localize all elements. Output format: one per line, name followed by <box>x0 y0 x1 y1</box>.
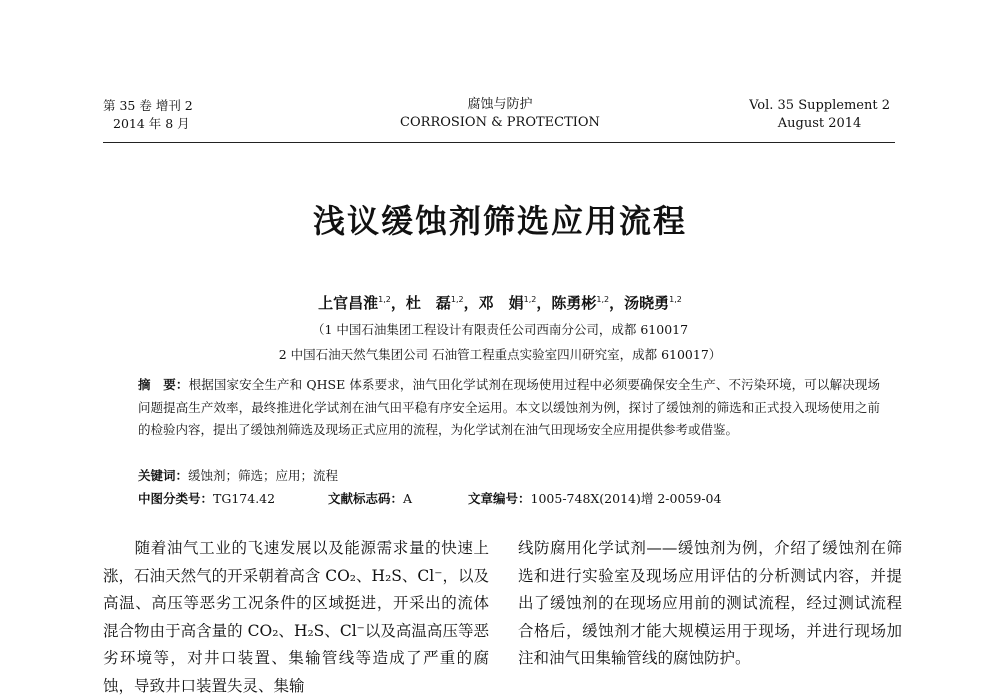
author-name: 邓 娟 <box>478 294 524 312</box>
header-right <box>749 97 890 133</box>
affiliation-2: 2 中国石油天然气集团公司 石油管工程重点实验室四川研究室，成都 610017） <box>278 347 722 362</box>
paper-title: 浅议缓蚀剂筛选应用流程 <box>312 202 687 240</box>
keywords <box>138 466 338 484</box>
author-name: 陈勇彬 <box>551 294 597 312</box>
body-column-left <box>103 535 489 700</box>
header-rule <box>103 142 895 143</box>
author-affil-sup: 1,2 <box>450 295 464 304</box>
author-affil-sup: 1,2 <box>669 295 682 304</box>
abstract-label: 摘 要： <box>138 377 189 392</box>
body-left-text: 随着油气工业的飞速发展以及能源需求量的快速上涨，石油天然气的开采朝着高含 CO₂、H₂S、Cl⁻，以及高温、高压等恶劣工况条件的区域挺进，开采出的流体混合物由于高含量的 CO₂、H₂S、Cl⁻以及高温高压等恶劣环境等，对井口装置、集输管线等造成了严重的腐蚀，导致井口装置失灵、集输 <box>103 539 489 695</box>
author-name: 上官昌淮 <box>318 294 379 312</box>
article-no-label: 文章编号： <box>468 491 531 506</box>
doc-code-label: 文献标志码： <box>328 491 404 506</box>
keywords-label: 关键词： <box>138 468 189 483</box>
date-cn: 2014 年 8 月 <box>113 116 190 131</box>
abstract <box>138 374 880 442</box>
clc-label: 中图分类号： <box>138 491 214 506</box>
volume-cn: 第 35 卷 增刊 2 <box>103 98 193 113</box>
journal-name-cn: 腐蚀与防护 <box>467 97 533 112</box>
doc-code-value: A <box>403 491 413 506</box>
author-name: 杜 磊 <box>405 294 451 312</box>
journal-name-en: CORROSION & PROTECTION <box>400 115 600 130</box>
article-no-value: 1005-748X(2014)增 2-0059-04 <box>530 491 722 506</box>
classification-line <box>138 489 898 507</box>
date-en: August 2014 <box>777 116 862 131</box>
author-list: 上官昌淮$^{1,2}$，杜 磊$^{1,2}$，邓 娟$^{1,2}$，陈勇彬$^{1,2}$，汤晓勇$^{1,2}$ <box>318 294 682 312</box>
body-column-right <box>518 535 902 673</box>
keywords-text: 缓蚀剂；筛选；应用；流程 <box>188 468 339 483</box>
author-name: 汤晓勇 <box>624 294 670 312</box>
author-affil-sup: 1,2 <box>596 295 610 304</box>
clc-value: TG174.42 <box>213 491 276 506</box>
body-right-text: 线防腐用化学试剂——缓蚀剂为例，介绍了缓蚀剂在筛选和进行实验室及现场应用评估的分析测试内容，并提出了缓蚀剂的在现场应用前的测试流程，经过测试流程合格后，缓蚀剂才能大规模运用于现场，并进行现场加注和油气田集输管线的腐蚀防护。 <box>518 539 902 667</box>
affiliation-1: （1 中国石油集团工程设计有限责任公司西南分公司，成都 610017 <box>311 322 689 337</box>
abstract-text: 根据国家安全生产和 QHSE 体系要求，油气田化学试剂在现场使用过程中必须要确保安全生产、不污染环境，可以解决现场问题提高生产效率，最终推进化学试剂在油气田平稳有序安全运用。本文以缓蚀剂为例，探讨了缓蚀剂的筛选和正式投入现场使用之前的检验内容，提出了缓蚀剂筛选及现场正式应用的流程，为化学试剂在油气田现场安全应用提供参考或借鉴。 <box>138 377 880 437</box>
author-affil-sup: 1,2 <box>523 295 537 304</box>
volume-en: Vol. 35 Supplement 2 <box>749 98 890 113</box>
author-affil-sup: 1,2 <box>378 295 391 304</box>
